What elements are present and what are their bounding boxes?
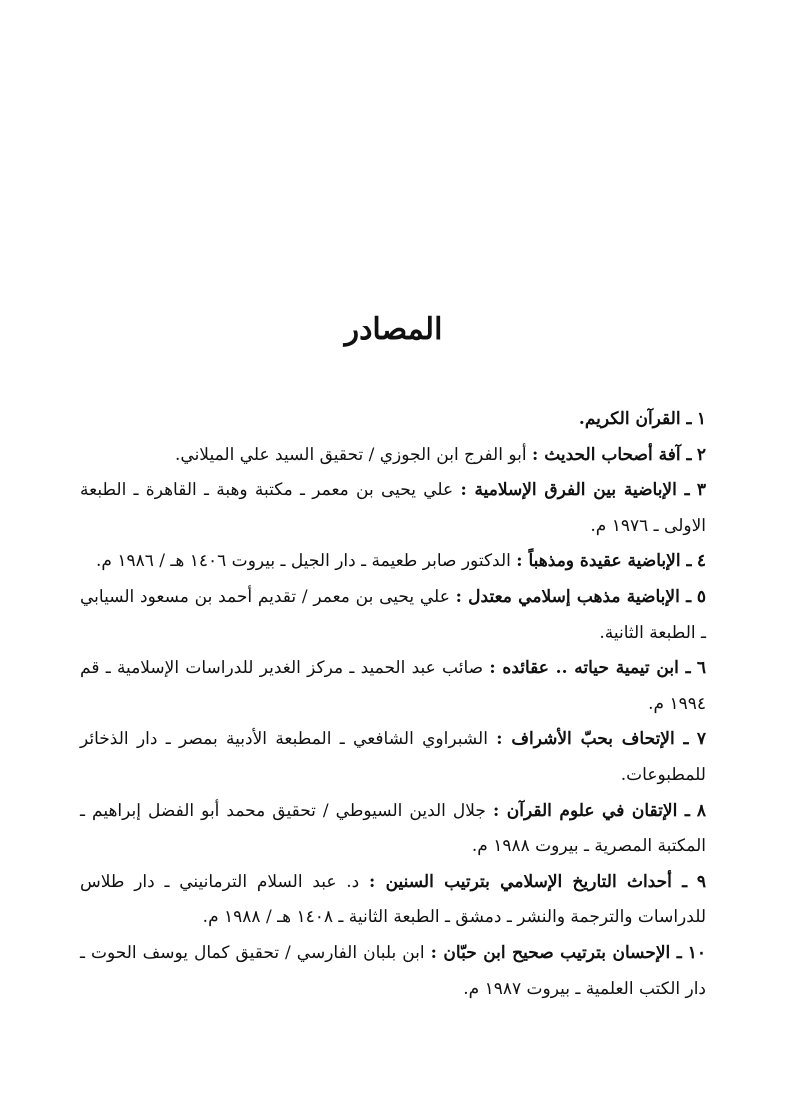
- reference-item: [80, 402, 706, 438]
- reference-details: علي يحيى بن معمر / تقديم أحمد بن مسعود السيابي ـ الطبعة الثانية.: [80, 586, 706, 643]
- reference-details: جلال الدين السيوطي / تحقيق محمد أبو الفضل إبراهيم ـ المكتبة المصرية ـ بيروت ١٩٨٨ م.: [80, 800, 706, 857]
- reference-details: ابن بلبان الفارسي / تحقيق كمال يوسف الحوت ـ دار الكتب العلمية ـ بيروت ١٩٨٧ م.: [80, 942, 706, 999]
- reference-title: ـ الإحسان بترتيب صحيح ابن حبّان :: [430, 942, 682, 963]
- page-title: المصادر: [344, 312, 443, 347]
- reference-number: ٥: [696, 586, 706, 607]
- reference-number: ٢: [696, 444, 706, 465]
- reference-item: [80, 865, 706, 936]
- reference-item: [80, 651, 706, 722]
- reference-item: [80, 473, 706, 544]
- reference-title: ـ القرآن الكريم.: [578, 409, 692, 429]
- reference-title: ـ ابن تيمية حياته .. عقائده :: [489, 658, 691, 679]
- reference-details: صائب عبد الحميد ـ مركز الغدير للدراسات الإسلامية ـ قم ١٩٩٤ م.: [80, 658, 706, 714]
- reference-item: [80, 794, 706, 865]
- reference-details: د. عبد السلام الترمانيني ـ دار طلاس للدراسات والترجمة والنشر ـ دمشق ـ الطبعة الثانية ـ ١٤٠٨ هـ / ١٩٨٨ م.: [80, 871, 706, 928]
- reference-title: ـ الإتقان في علوم القرآن :: [492, 800, 690, 821]
- reference-item: [80, 580, 706, 651]
- references-list: [80, 402, 706, 1007]
- reference-title: ـ الإتحاف بحبّ الأشراف :: [496, 729, 689, 750]
- reference-item: [80, 544, 706, 580]
- reference-number: ١: [696, 409, 706, 429]
- reference-number: ٧: [696, 729, 706, 750]
- reference-number: ٣: [696, 480, 707, 501]
- reference-number: ٦: [696, 658, 706, 679]
- reference-item: [80, 936, 706, 1007]
- reference-number: ١٠: [687, 942, 707, 963]
- reference-title: ـ أحداث التاريخ الإسلامي بترتيب السنين :: [369, 871, 688, 892]
- reference-details: الدكتور صابر طعيمة ـ دار الجيل ـ بيروت ١٤٠٦ هـ / ١٩٨٦ م.: [95, 551, 517, 572]
- reference-number: ٩: [696, 871, 706, 892]
- reference-details: أبو الفرج ابن الجوزي / تحقيق السيد علي الميلاني.: [175, 444, 533, 465]
- reference-title: ـ آفة أصحاب الحديث :: [532, 444, 692, 465]
- reference-title: ـ الإباضية عقيدة ومذهباً :: [516, 551, 692, 572]
- reference-details: علي يحيى بن معمر ـ مكتبة وهبة ـ القاهرة ـ الطبعة الاولى ـ ١٩٧٦ م.: [80, 480, 706, 536]
- reference-item: [80, 722, 706, 793]
- reference-title: ـ الإباضية مذهب إسلامي معتدل :: [455, 586, 692, 607]
- reference-number: ٤: [696, 551, 706, 572]
- reference-number: ٨: [696, 800, 706, 821]
- reference-item: [80, 438, 706, 474]
- reference-details: الشبراوي الشافعي ـ المطبعة الأدبية بمصر ـ دار الذخائر للمطبوعات.: [80, 729, 706, 785]
- reference-title: ـ الإباضية بين الفرق الإسلامية :: [460, 480, 690, 501]
